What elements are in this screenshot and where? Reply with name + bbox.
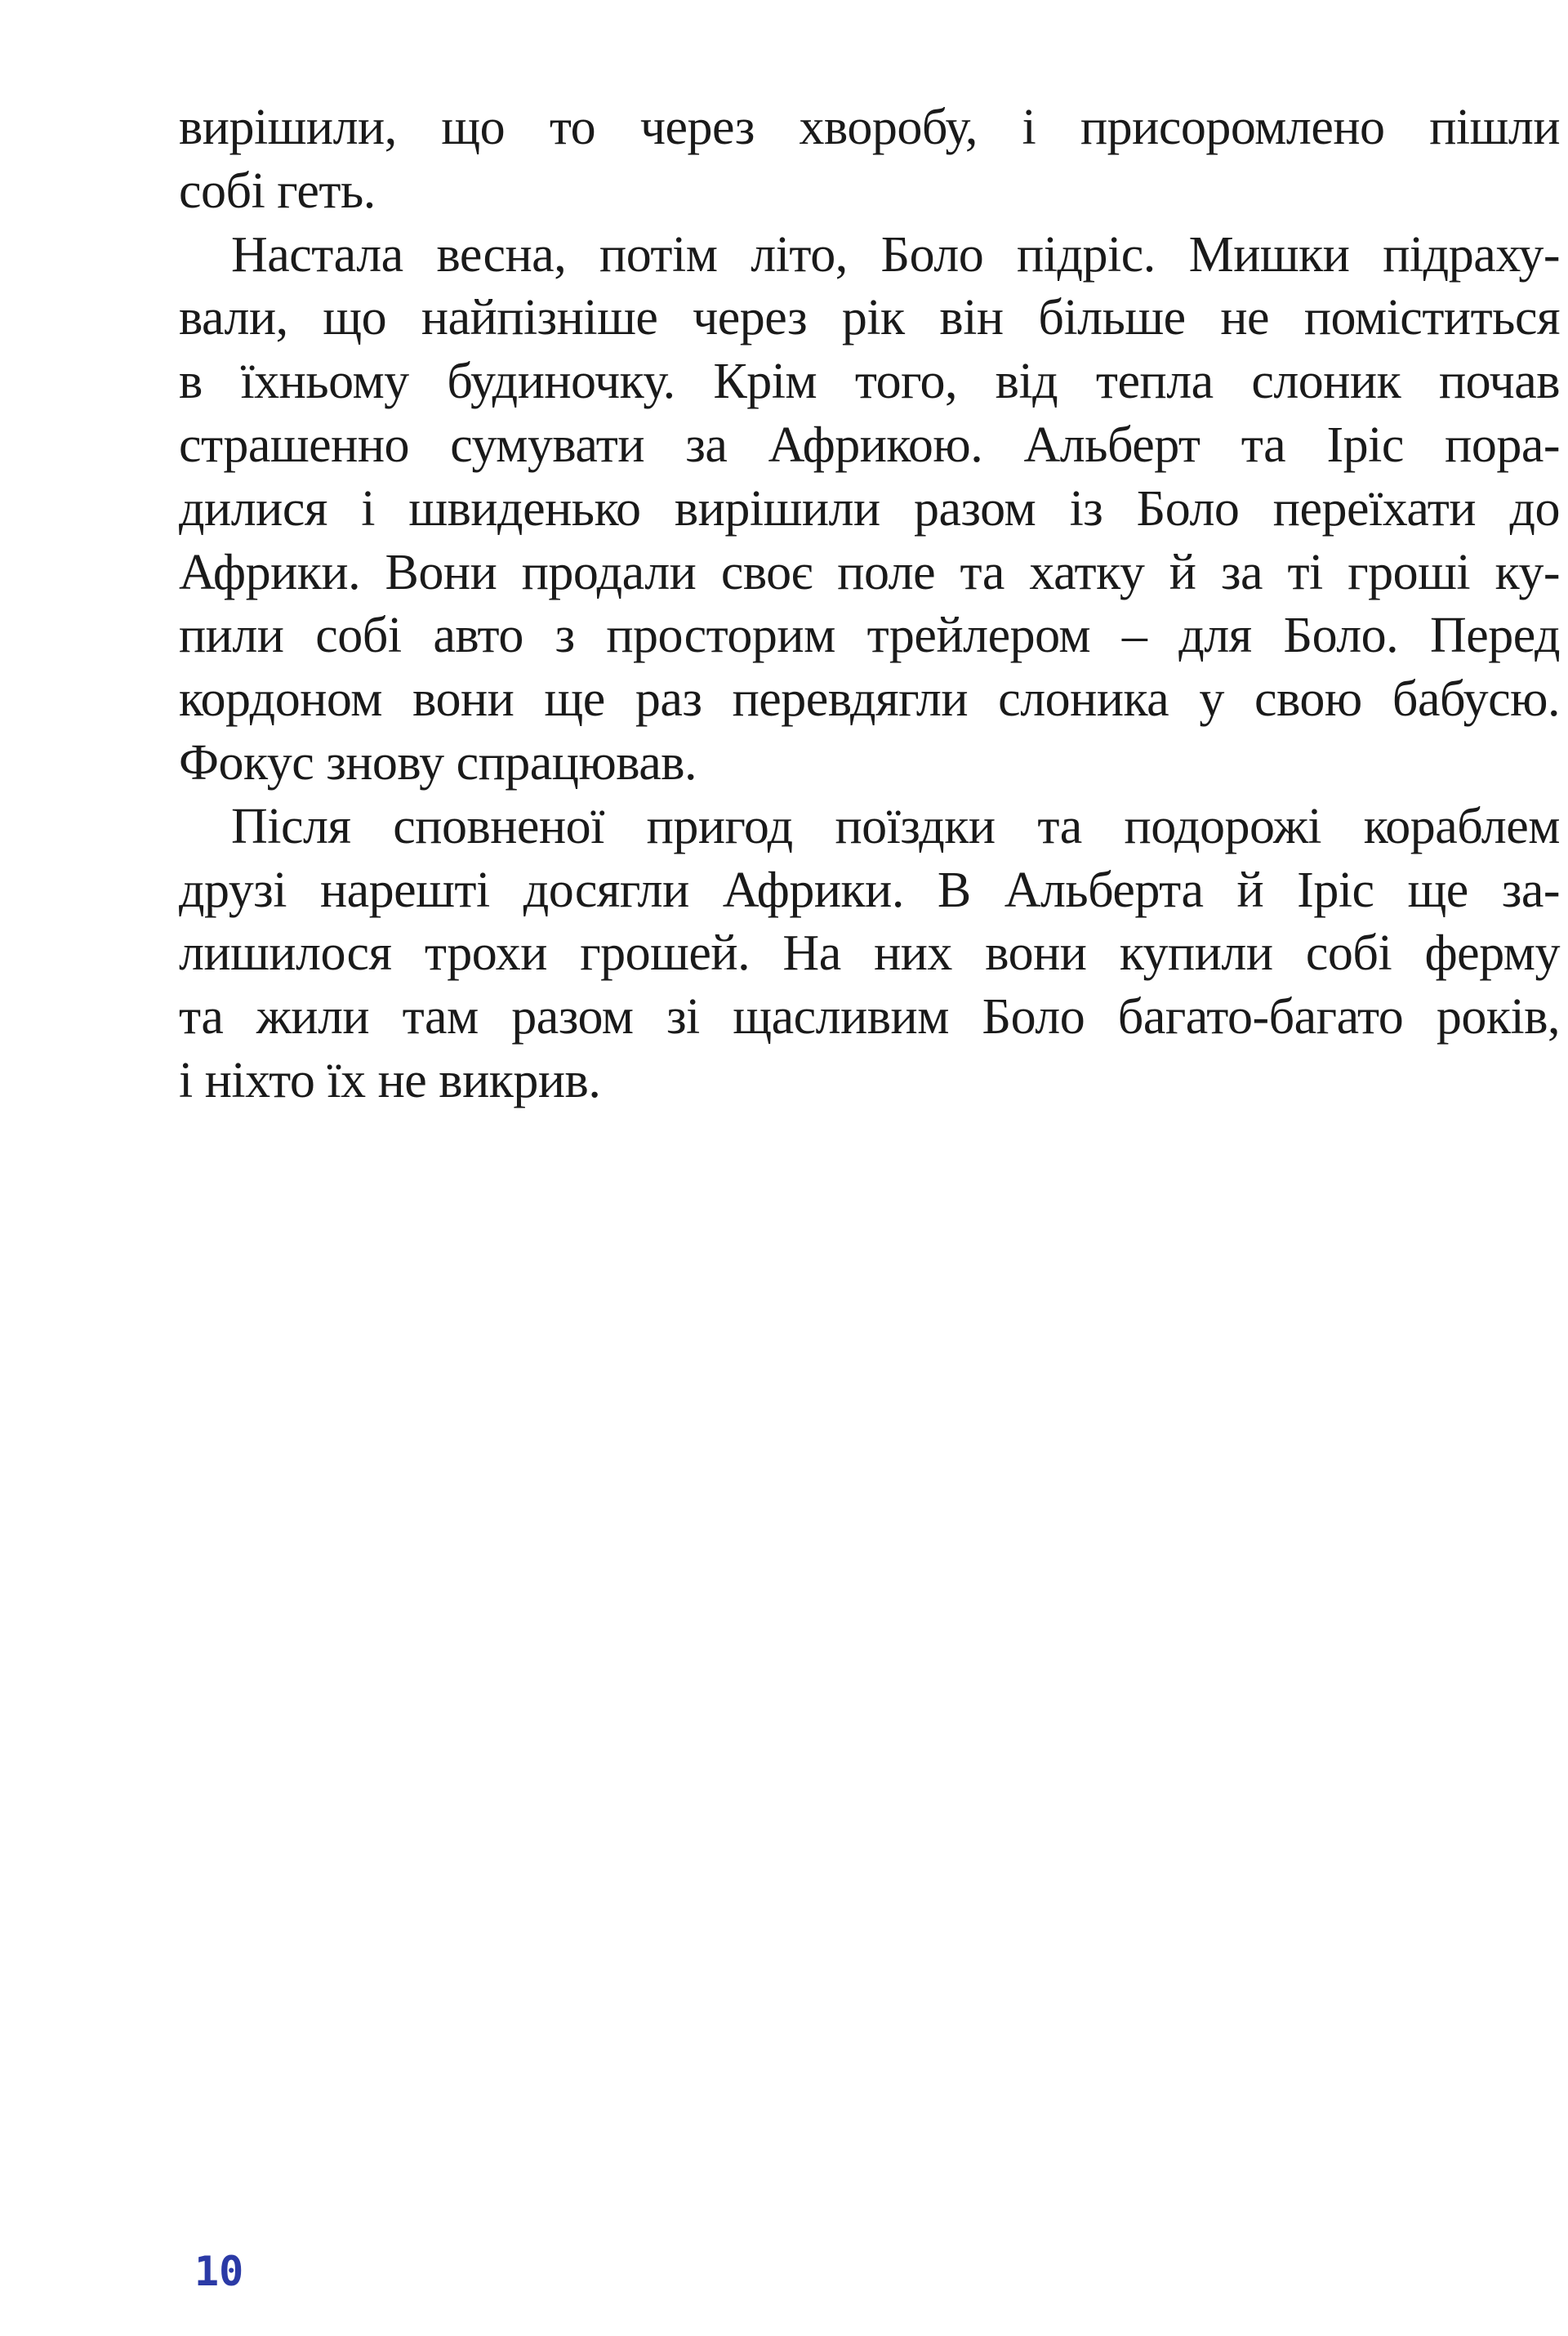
body-text [179, 96, 1560, 1113]
text-line [179, 287, 1560, 350]
paragraph-3 [179, 796, 1560, 1113]
line-text: вали, що найпізніше через рік він більше не поміститься [179, 290, 1560, 346]
text-line [179, 96, 1560, 160]
text-line [179, 668, 1560, 732]
line-text: друзі нарешті досягли Африки. В Альберта й Іріс ще за- [179, 862, 1560, 918]
line-text: Після сповненої пригод поїздки та подорожі кораблем [231, 798, 1560, 854]
text-line [179, 350, 1560, 414]
text-line [179, 478, 1560, 542]
line-text: страшенно сумувати за Африкою. Альберт та Іріс пора- [179, 417, 1560, 473]
paragraph-2 [179, 224, 1560, 796]
text-line [179, 859, 1560, 923]
text-line [179, 542, 1560, 605]
line-text: Африки. Вони продали своє поле та хатку й за ті гроші ку- [179, 544, 1560, 600]
line-text: в їхньому будиночку. Крім того, від тепла слоник почав [179, 354, 1560, 410]
line-text: Фокус знову спрацював. [179, 734, 697, 791]
text-line [179, 986, 1560, 1050]
line-text: кордоном вони ще раз перевдягли слоника у свою бабусю. [179, 671, 1560, 728]
line-text: лишилося трохи грошей. На них вони купили собі ферму [179, 925, 1560, 982]
line-text: вирішили, що то через хворобу, і присоромлено пішли [179, 100, 1560, 155]
page-number: 10 [194, 2248, 244, 2295]
line-text: пили собі авто з просторим трейлером – для Боло. Перед [179, 608, 1560, 664]
text-line [179, 922, 1560, 986]
text-line [179, 224, 1560, 288]
line-text: і ніхто їх не викрив. [179, 1052, 601, 1108]
text-line [179, 796, 1560, 859]
text-line [179, 160, 1560, 224]
line-text: дилися і швиденько вирішили разом із Боло переїхати до [179, 480, 1560, 537]
text-line [179, 604, 1560, 668]
line-text: та жили там разом зі щасливим Боло багато-багато років, [179, 989, 1560, 1045]
text-line [179, 732, 1560, 796]
paragraph-1 [179, 96, 1560, 224]
line-text: собі геть. [179, 163, 376, 219]
text-line [179, 414, 1560, 478]
line-text: Настала весна, потім літо, Боло підріс. Мишки підраху- [231, 226, 1560, 283]
text-line [179, 1050, 1560, 1113]
